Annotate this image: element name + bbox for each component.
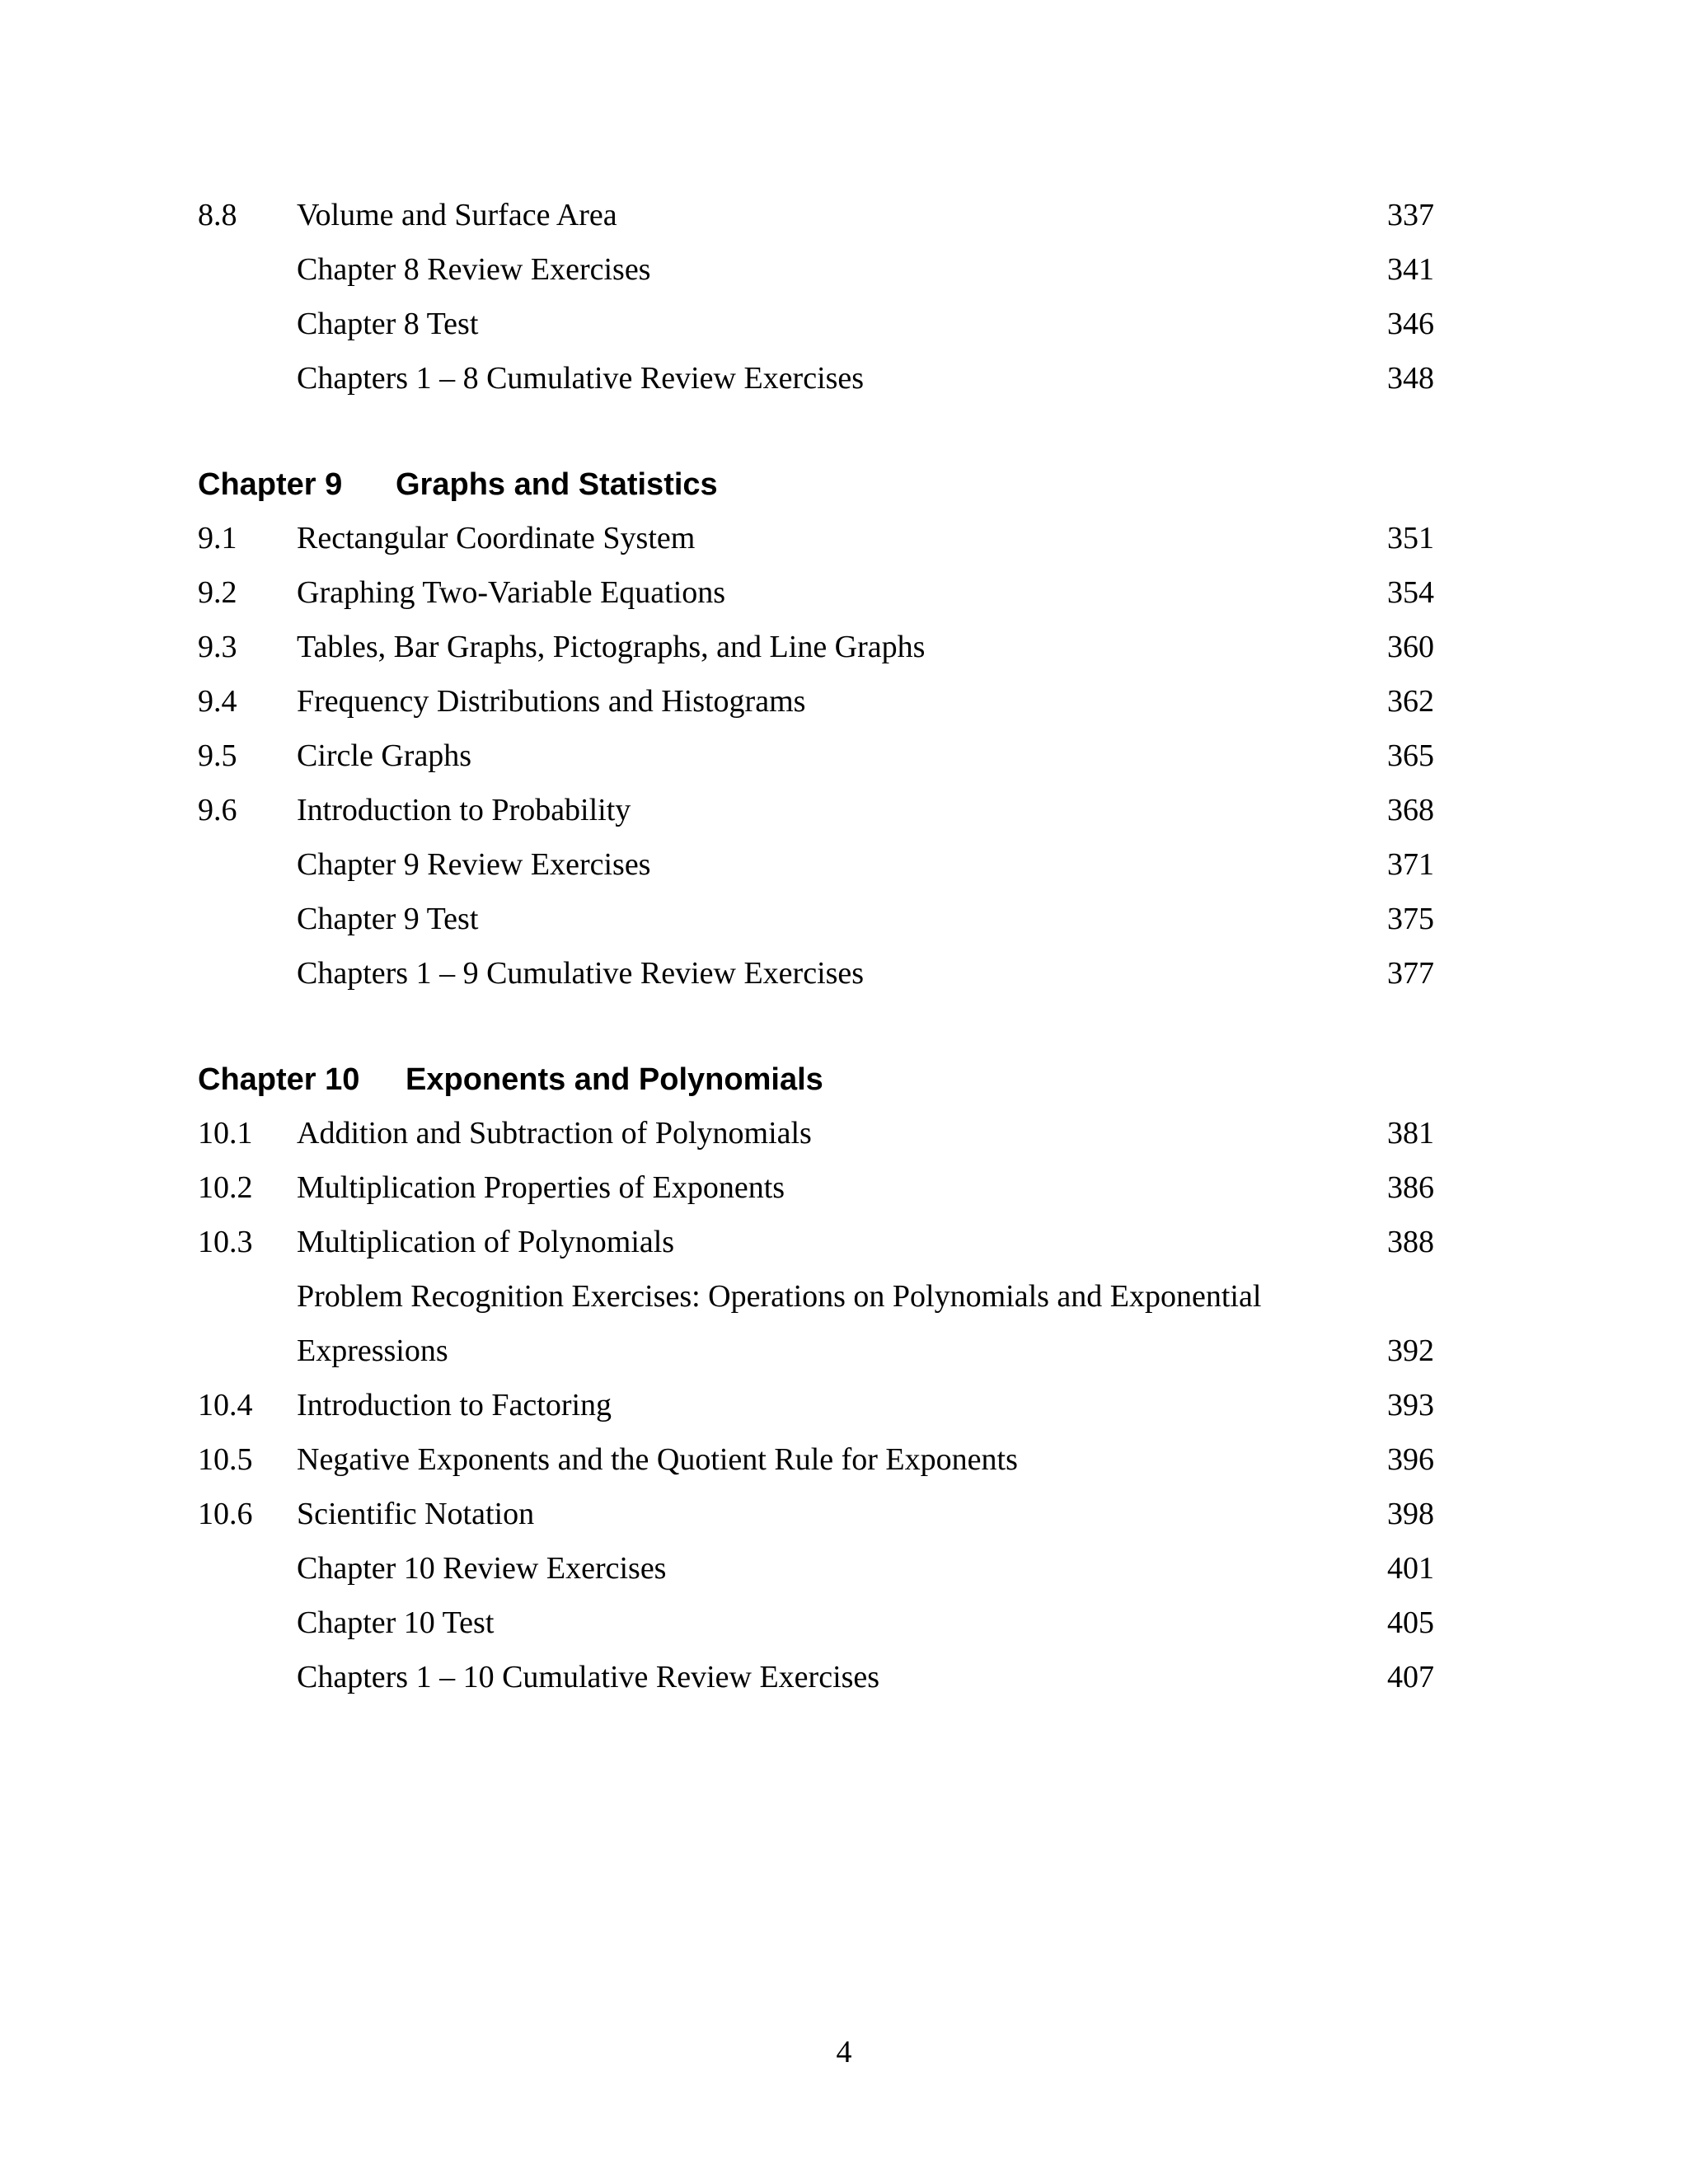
page-reference: 396 — [1387, 1442, 1434, 1477]
section-title-line: Problem Recognition Exercises: Operations on Polynomials and Exponential — [297, 1279, 1262, 1314]
toc-entry — [198, 1432, 1434, 1487]
toc-entry — [198, 565, 1434, 620]
chapter-label: Chapter 10 — [198, 1062, 360, 1097]
section-title: Scientific Notation — [297, 1497, 535, 1531]
page-reference: 346 — [1387, 307, 1434, 341]
page-reference: 354 — [1387, 575, 1434, 610]
toc-chapter-8-continued — [198, 188, 1434, 405]
toc-entry — [198, 242, 1434, 297]
toc-entry — [198, 1541, 1434, 1596]
page-reference: 362 — [1387, 684, 1434, 719]
page-reference: 341 — [1387, 252, 1434, 287]
page-reference: 407 — [1387, 1660, 1434, 1694]
toc-entry — [198, 1160, 1434, 1215]
page-reference: 348 — [1387, 361, 1434, 396]
page-reference: 337 — [1387, 198, 1434, 232]
section-number: 9.4 — [198, 684, 237, 719]
toc-entry — [198, 946, 1434, 1001]
section-title: Chapter 9 Review Exercises — [297, 847, 651, 882]
toc-entry — [198, 297, 1434, 351]
toc-entry — [198, 1487, 1434, 1541]
toc-entry — [198, 188, 1434, 242]
section-title: Multiplication Properties of Exponents — [297, 1170, 785, 1205]
section-title: Rectangular Coordinate System — [297, 521, 696, 555]
page-reference: 392 — [1387, 1333, 1434, 1368]
section-title: Volume and Surface Area — [297, 198, 617, 232]
toc-entry — [198, 351, 1434, 405]
section-title: Negative Exponents and the Quotient Rule for Exponents — [297, 1442, 1018, 1477]
page-number: 4 — [836, 2035, 852, 2069]
section-title: Chapter 8 Review Exercises — [297, 252, 651, 287]
toc-entry — [198, 1106, 1434, 1160]
section-title: Chapter 8 Test — [297, 307, 479, 341]
page-reference: 351 — [1387, 521, 1434, 555]
section-title-line: Expressions — [297, 1333, 448, 1368]
toc-entry — [198, 1596, 1434, 1650]
page-reference: 371 — [1387, 847, 1434, 882]
toc-entry — [198, 783, 1434, 837]
page-reference: 393 — [1387, 1388, 1434, 1422]
section-number: 9.1 — [198, 521, 237, 555]
section-number: 10.2 — [198, 1170, 253, 1205]
toc-entry-multiline — [198, 1269, 1434, 1378]
chapter-label: Chapter 9 — [198, 467, 343, 502]
section-title: Chapters 1 – 8 Cumulative Review Exercises — [297, 361, 865, 396]
toc-chapter-10 — [198, 1053, 1434, 1704]
section-title: Circle Graphs — [297, 738, 472, 773]
section-title: Chapter 10 Test — [297, 1605, 495, 1640]
page-reference: 401 — [1387, 1551, 1434, 1586]
section-title: Addition and Subtraction of Polynomials — [297, 1116, 812, 1151]
toc-entry — [198, 620, 1434, 674]
section-number: 10.4 — [198, 1388, 253, 1422]
toc-entry — [198, 1215, 1434, 1269]
page-reference: 368 — [1387, 793, 1434, 827]
page-reference: 377 — [1387, 956, 1434, 991]
section-title: Multiplication of Polynomials — [297, 1225, 675, 1259]
page-reference: 365 — [1387, 738, 1434, 773]
chapter-heading — [198, 458, 1434, 511]
section-number: 9.6 — [198, 793, 237, 827]
section-number: 10.5 — [198, 1442, 253, 1477]
toc-entry — [198, 837, 1434, 892]
page-reference: 386 — [1387, 1170, 1434, 1205]
chapter-title: Exponents and Polynomials — [406, 1062, 823, 1097]
section-number: 9.5 — [198, 738, 237, 773]
section-number: 10.3 — [198, 1225, 253, 1259]
toc-chapter-9 — [198, 458, 1434, 1001]
section-title: Chapter 9 Test — [297, 902, 479, 936]
section-title: Tables, Bar Graphs, Pictographs, and Line Graphs — [297, 630, 926, 664]
chapter-heading — [198, 1053, 1434, 1106]
section-title: Introduction to Probability — [297, 793, 631, 827]
page-reference: 388 — [1387, 1225, 1434, 1259]
toc-entry — [198, 1650, 1434, 1704]
section-title: Chapters 1 – 10 Cumulative Review Exercises — [297, 1660, 880, 1694]
section-title: Frequency Distributions and Histograms — [297, 684, 806, 719]
page-reference: 405 — [1387, 1605, 1434, 1640]
page-reference: 381 — [1387, 1116, 1434, 1151]
section-title: Graphing Two-Variable Equations — [297, 575, 726, 610]
page-reference: 375 — [1387, 902, 1434, 936]
section-number: 10.6 — [198, 1497, 253, 1531]
page-reference: 360 — [1387, 630, 1434, 664]
section-title: Chapter 10 Review Exercises — [297, 1551, 667, 1586]
section-title: Chapters 1 – 9 Cumulative Review Exercises — [297, 956, 865, 991]
section-number: 8.8 — [198, 198, 237, 232]
toc-entry — [198, 729, 1434, 783]
section-number: 10.1 — [198, 1116, 253, 1151]
toc-entry — [198, 674, 1434, 729]
toc-entry — [198, 892, 1434, 946]
section-title: Introduction to Factoring — [297, 1388, 612, 1422]
page-reference: 398 — [1387, 1497, 1434, 1531]
section-number: 9.2 — [198, 575, 237, 610]
section-number: 9.3 — [198, 630, 237, 664]
toc-entry — [198, 1378, 1434, 1432]
chapter-title: Graphs and Statistics — [396, 467, 718, 502]
toc-entry — [198, 511, 1434, 565]
section-title — [297, 1269, 1311, 1378]
